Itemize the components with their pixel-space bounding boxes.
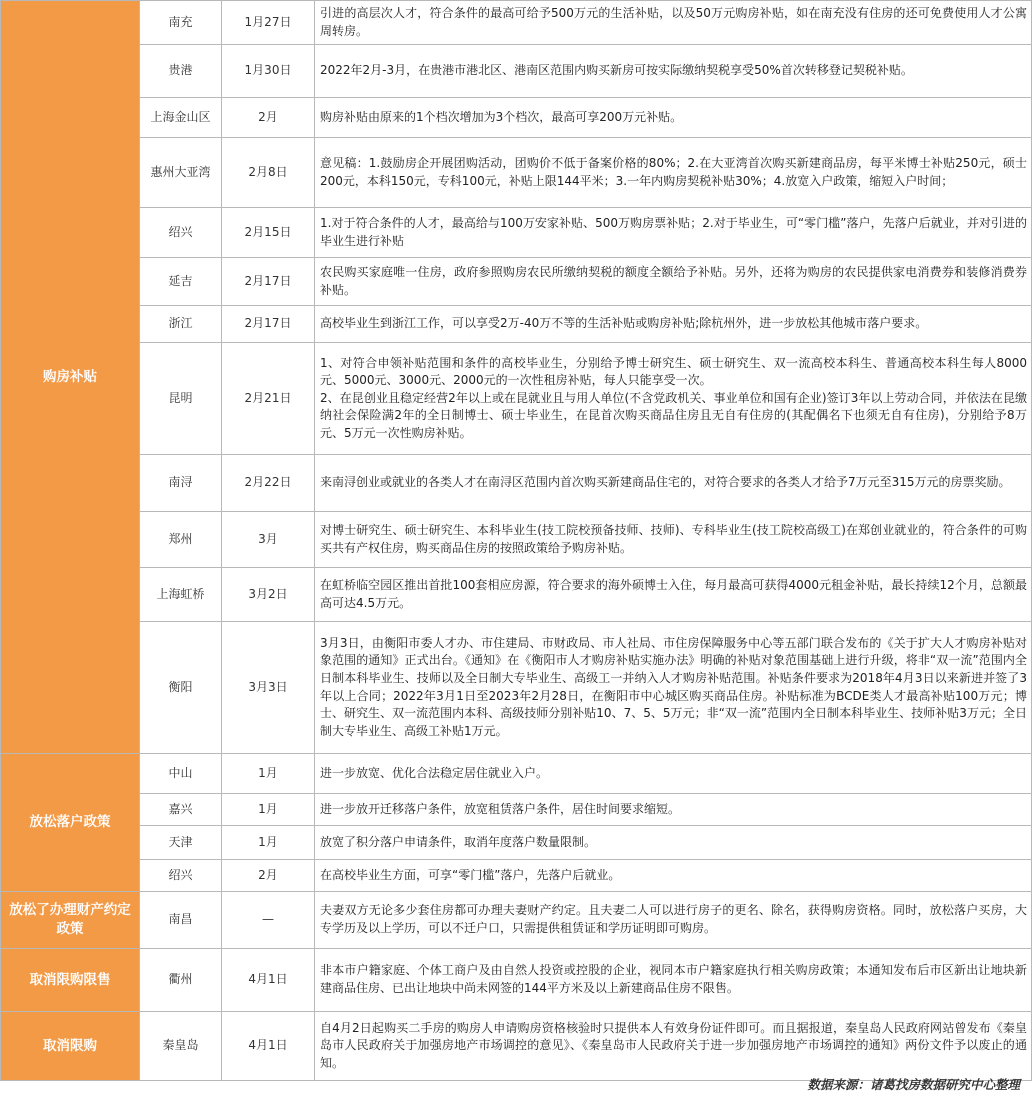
category-cell-hukou: 放松落户政策 (1, 754, 140, 892)
table-row (1, 892, 1032, 949)
table-row (1, 949, 1032, 1012)
date-cell: — (222, 892, 315, 949)
table-row (1, 1012, 1032, 1081)
policy-cell: 非本市户籍家庭、个体工商户及由自然人投资或控股的企业，视同本市户籍家庭执行相关购房政策；本通知发布后市区新出让地块新建商品住房、已出让地块中尚未网签的144平方米及以上新建商品住房不限售。 (315, 949, 1032, 1012)
policy-cell: 进一步放宽、优化合法稳定居住就业入户。 (315, 754, 1032, 794)
policy-cell: 意见稿：1.鼓励房企开展团购活动，团购价不低于备案价格的80%；2.在大亚湾首次购买新建商品房，每平米博士补贴250元，硕士200元，本科150元，专科100元，补贴上限144平米；3.一年内购房契税补贴30%；4.放宽入户政策，缩短入户时间； (315, 138, 1032, 208)
category-cell-cancel-restrict: 取消限购限售 (1, 949, 140, 1012)
city-cell: 衢州 (140, 949, 222, 1012)
date-cell: 2月21日 (222, 343, 315, 455)
table-row (1, 826, 1032, 860)
date-cell: 2月17日 (222, 258, 315, 306)
date-cell: 2月 (222, 860, 315, 892)
city-cell: 南昌 (140, 892, 222, 949)
city-cell: 绍兴 (140, 860, 222, 892)
date-cell: 3月 (222, 512, 315, 568)
policy-cell: 在虹桥临空园区推出首批100套相应房源，符合要求的海外硕博士入住，每月最高可获得4000元租金补贴，最长持续12个月，总额最高可达4.5万元。 (315, 568, 1032, 622)
table-row (1, 455, 1032, 512)
city-cell: 秦皇岛 (140, 1012, 222, 1081)
city-cell: 南充 (140, 1, 222, 45)
policy-cell: 来南浔创业或就业的各类人才在南浔区范围内首次购买新建商品住宅的，对符合要求的各类人才给予7万元至315万元的房票奖励。 (315, 455, 1032, 512)
date-cell: 2月22日 (222, 455, 315, 512)
data-source-note: 数据来源：诸葛找房数据研究中心整理 (807, 1077, 1020, 1092)
table-row (1, 208, 1032, 258)
policy-cell: 农民购买家庭唯一住房，政府参照购房农民所缴纳契税的额度全额给予补贴。另外，还将为购房的农民提供家电消费券和装修消费券补贴。 (315, 258, 1032, 306)
date-cell: 2月 (222, 98, 315, 138)
date-cell: 2月17日 (222, 306, 315, 343)
table-row (1, 138, 1032, 208)
table-row (1, 343, 1032, 455)
city-cell: 上海虹桥 (140, 568, 222, 622)
city-cell: 中山 (140, 754, 222, 794)
table-row (1, 622, 1032, 754)
city-cell: 贵港 (140, 45, 222, 98)
policy-cell: 对博士研究生、硕士研究生、本科毕业生(技工院校预备技师、技师)、专科毕业生(技工院校高级工)在郑创业就业的，符合条件的可购买共有产权住房，购买商品住房的按照政策给予购房补贴。 (315, 512, 1032, 568)
date-cell: 4月1日 (222, 949, 315, 1012)
table-row (1, 512, 1032, 568)
category-cell-cancel-purchase: 取消限购 (1, 1012, 140, 1081)
table-row (1, 794, 1032, 826)
city-cell: 郑州 (140, 512, 222, 568)
date-cell: 1月 (222, 794, 315, 826)
table-row (1, 568, 1032, 622)
policy-cell: 1.对于符合条件的人才，最高给与100万安家补贴、500万购房票补贴；2.对于毕业生，可“零门槛”落户，先落户后就业，并对引进的毕业生进行补贴 (315, 208, 1032, 258)
date-cell: 1月 (222, 826, 315, 860)
city-cell: 天津 (140, 826, 222, 860)
city-cell: 昆明 (140, 343, 222, 455)
city-cell: 浙江 (140, 306, 222, 343)
policy-cell: 在高校毕业生方面，可享“零门槛”落户，先落户后就业。 (315, 860, 1032, 892)
policy-cell: 高校毕业生到浙江工作，可以享受2万-40万不等的生活补贴或购房补贴;除杭州外，进一步放松其他城市落户要求。 (315, 306, 1032, 343)
city-cell: 延吉 (140, 258, 222, 306)
category-cell-property: 放松了办理财产约定政策 (1, 892, 140, 949)
city-cell: 嘉兴 (140, 794, 222, 826)
date-cell: 1月30日 (222, 45, 315, 98)
category-cell-subsidy: 购房补贴 (1, 1, 140, 754)
city-cell: 惠州大亚湾 (140, 138, 222, 208)
date-cell: 1月 (222, 754, 315, 794)
date-cell: 1月27日 (222, 1, 315, 45)
table-row (1, 45, 1032, 98)
table-row (1, 754, 1032, 794)
date-cell: 3月2日 (222, 568, 315, 622)
policy-cell: 购房补贴由原来的1个档次增加为3个档次，最高可享200万元补贴。 (315, 98, 1032, 138)
policy-cell: 自4月2日起购买二手房的购房人申请购房资格核验时只提供本人有效身份证件即可。而且据报道，秦皇岛人民政府网站曾发布《秦皇岛市人民政府关于加强房地产市场调控的意见》、《秦皇岛市人民政府关于进一步加强房地产市场调控的通知》两份文件予以废止的通知。 (315, 1012, 1032, 1081)
policy-cell: 2022年2月-3月，在贵港市港北区、港南区范围内购买新房可按实际缴纳契税享受50%首次转移登记契税补贴。 (315, 45, 1032, 98)
policy-cell: 放宽了积分落户申请条件，取消年度落户数量限制。 (315, 826, 1032, 860)
table-row (1, 1, 1032, 45)
date-cell: 2月15日 (222, 208, 315, 258)
date-cell: 2月8日 (222, 138, 315, 208)
policy-cell: 进一步放开迁移落户条件，放宽租赁落户条件，居住时间要求缩短。 (315, 794, 1032, 826)
policy-cell: 1、对符合申领补贴范围和条件的高校毕业生，分别给予博士研究生、硕士研究生、双一流高校本科生、普通高校本科生每人8000元、5000元、3000元、2000元的一次性租房补贴，每人只能享受一次。 2、在昆创业且稳定经营2年以上或在昆就业且与用人单位(不含党政机关、事业单位和国有企业)签订3年以上劳动合同，并依法在昆缴纳社会保险满2年的全日制博士、硕士毕业生，在昆首次购买商品住房且无自有住房的(其配偶名下也须无自有住房)，分别给予8万元、5万元一次性购房补贴。 (315, 343, 1032, 455)
city-cell: 衡阳 (140, 622, 222, 754)
policy-cell: 3月3日，由衡阳市委人才办、市住建局、市财政局、市人社局、市住房保障服务中心等五部门联合发布的《关于扩大人才购房补贴对象范围的通知》正式出台。《通知》在《衡阳市人才购房补贴实施办法》明确的补贴对象范围基础上进行升级，将非“双一流”范围内全日制本科毕业生、技师以及全日制大专毕业生、高级工一并纳入人才购房补贴范围。补贴条件要求为2018年4月3日以来新进并签了3年以上合同；2022年3月1日至2023年2月28日，在衡阳市中心城区购买商品住房。补贴标准为BCDE类人才最高补贴100万元；博士、研究生、双一流范围内本科、高级技师分别补贴10、7、5、5万元；非“双一流”范围内全日制本科毕业生、技师补贴3万元；全日制大专毕业生、高级工补贴1万元。 (315, 622, 1032, 754)
table-row (1, 860, 1032, 892)
table-row (1, 98, 1032, 138)
city-cell: 南浔 (140, 455, 222, 512)
city-cell: 绍兴 (140, 208, 222, 258)
table-row (1, 258, 1032, 306)
city-cell: 上海金山区 (140, 98, 222, 138)
policy-cell: 夫妻双方无论多少套住房都可办理夫妻财产约定。且夫妻二人可以进行房子的更名、除名，获得购房资格。同时，放松落户买房，大专学历及以上学历，可以不迁户口，只需提供租赁证和学历证明即可购房。 (315, 892, 1032, 949)
date-cell: 4月1日 (222, 1012, 315, 1081)
policy-cell: 引进的高层次人才，符合条件的最高可给予500万元的生活补贴，以及50万元购房补贴，如在南充没有住房的还可免费使用人才公寓周转房。 (315, 1, 1032, 45)
table-row (1, 306, 1032, 343)
date-cell: 3月3日 (222, 622, 315, 754)
